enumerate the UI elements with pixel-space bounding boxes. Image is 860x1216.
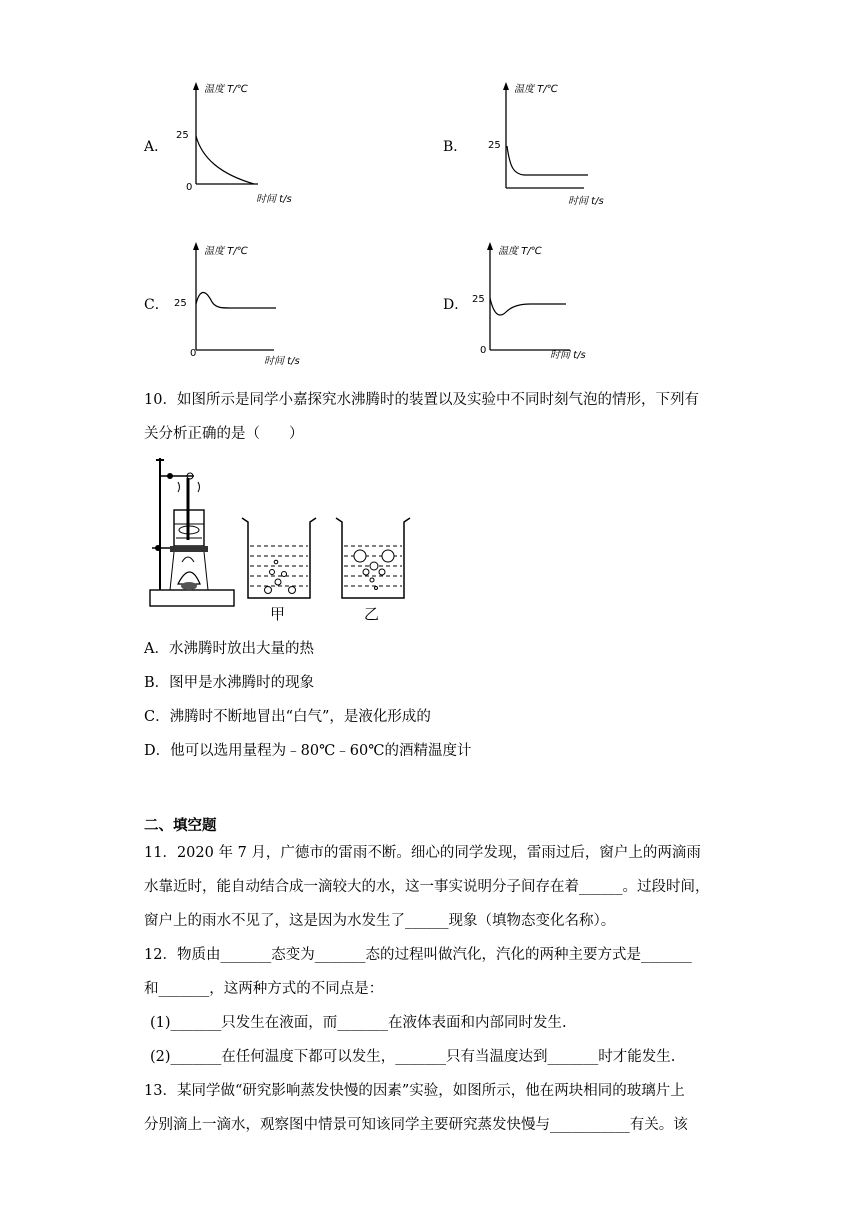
chart-d-origin: 0 bbox=[480, 345, 487, 356]
chart-a-curve bbox=[196, 136, 254, 184]
option-b-label: B． bbox=[443, 139, 468, 155]
chart-a-ylabel: 温度 T/℃ bbox=[204, 84, 248, 95]
option-c-label: C． bbox=[144, 297, 169, 313]
chart-b bbox=[484, 78, 624, 208]
q10-option-d: D．他可以选用量程为﹣80℃﹣60℃的酒精温度计 bbox=[144, 743, 472, 759]
chart-d-ylabel: 温度 T/℃ bbox=[498, 246, 542, 257]
chart-b-xlabel: 时间 t/s bbox=[568, 196, 604, 207]
chart-c bbox=[170, 236, 310, 366]
chart-b-ytick: 25 bbox=[488, 140, 501, 151]
q11-line2: 水靠近时，能自动结合成一滴较大的水，这一事实说明分子间存在着______。过段时间， bbox=[144, 879, 710, 895]
chart-a-origin: 0 bbox=[186, 182, 193, 193]
chart-d bbox=[468, 236, 608, 366]
q12-line3: (1)_______只发生在液面，而_______在液体表面和内部同时发生. bbox=[150, 1015, 567, 1031]
chart-b-curve bbox=[507, 146, 588, 175]
chart-c-origin: 0 bbox=[190, 348, 197, 359]
chart-a bbox=[170, 78, 310, 208]
q10-stem-line2: 关分析正确的是（ ） bbox=[144, 426, 304, 442]
q10-option-c: C．沸腾时不断地冒出“白气”，是液化形成的 bbox=[144, 709, 431, 725]
q11-line3: 窗户上的雨水不见了，这是因为水发生了______现象（填物态变化名称）。 bbox=[144, 913, 616, 929]
chart-d-ytick: 25 bbox=[472, 294, 485, 305]
chart-c-xlabel: 时间 t/s bbox=[264, 356, 300, 366]
chart-c-ylabel: 温度 T/℃ bbox=[204, 246, 248, 257]
section-title-fill-in: 二、填空题 bbox=[144, 818, 217, 834]
option-d-label: D． bbox=[443, 297, 469, 313]
chart-c-curve bbox=[196, 293, 276, 309]
q12-line1: 12．物质由_______态变为_______态的过程叫做汽化，汽化的两种主要方式是_______ bbox=[144, 947, 692, 963]
option-a-label: A． bbox=[144, 139, 169, 155]
beaker-left-label: 甲 bbox=[270, 605, 286, 623]
chart-b-ylabel: 温度 T/℃ bbox=[514, 84, 558, 95]
chart-d-xlabel: 时间 t/s bbox=[550, 350, 586, 361]
q12-line4: (2)_______在任何温度下都可以发生，_______只有当温度达到_______时才能发生. bbox=[150, 1049, 676, 1065]
q10-stem-line1: 10．如图所示是同学小嘉探究水沸腾时的装置以及实验中不同时刻气泡的情形，下列有 bbox=[144, 392, 699, 408]
beaker-right-label: 乙 bbox=[364, 605, 380, 623]
q13-line1: 13．某同学做“研究影响蒸发快慢的因素”实验，如图所示，他在两块相同的玻璃片上 bbox=[144, 1083, 685, 1099]
q10-option-b: B．图甲是水沸腾时的现象 bbox=[144, 675, 315, 691]
q10-option-a: A．水沸腾时放出大量的热 bbox=[144, 641, 314, 657]
chart-a-xlabel: 时间 t/s bbox=[256, 194, 292, 205]
q12-line2: 和_______，这两种方式的不同点是： bbox=[144, 981, 384, 997]
chart-a-ytick: 25 bbox=[176, 130, 189, 141]
chart-c-ytick: 25 bbox=[174, 298, 187, 309]
q13-line2: 分别滴上一滴水，观察图中情景可知该同学主要研究蒸发快慢与___________有关。该 bbox=[144, 1117, 688, 1133]
chart-d-curve bbox=[490, 298, 566, 315]
q11-line1: 11．2020 年 7 月，广德市的雷雨不断。细心的同学发现，雷雨过后，窗户上的两滴雨 bbox=[144, 845, 701, 861]
boiling-apparatus-figure bbox=[146, 454, 426, 624]
